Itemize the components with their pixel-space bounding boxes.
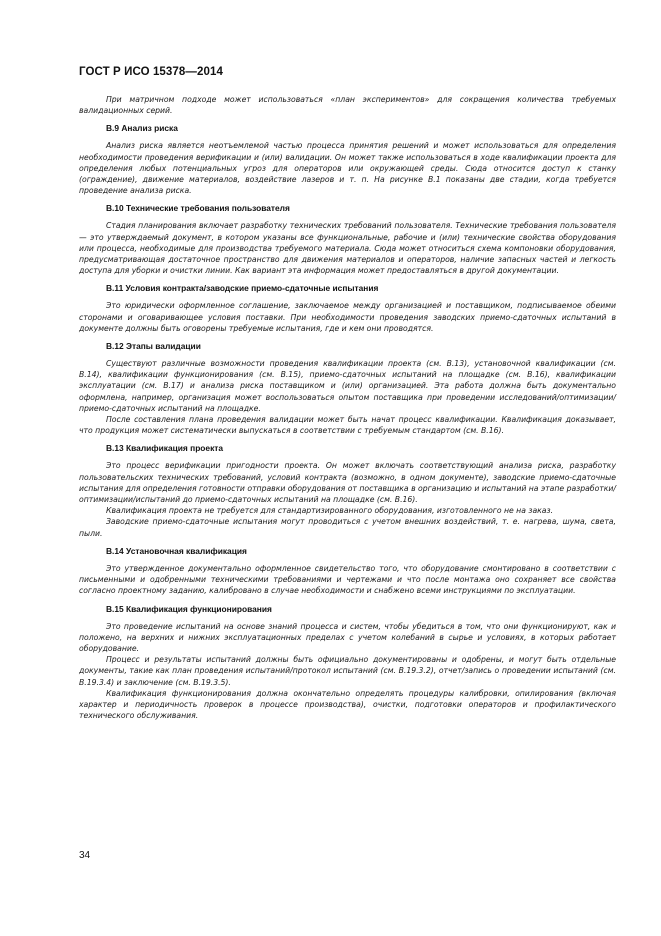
section-heading: В.10 Технические требования пользователя	[106, 203, 290, 214]
section-heading: В.14 Установочная квалификация	[106, 545, 247, 556]
document-header-title: ГОСТ Р ИСО 15378—2014	[79, 66, 224, 78]
page-number: 34	[79, 850, 91, 861]
section-paragraph: Это юридически оформленное соглашение, заключаемое между организацией и поставщиком, подписываемое обеими сторонами и оговаривающее условия поставки. При необходимости проведения заводских приемо-сдаточных испытаний в документе должны быть оговорены требуемые испытания, где и кем они проводятся.	[79, 301, 616, 333]
section-b10	[79, 203, 616, 276]
intro-paragraph: При матричном подходе может использоваться «план экспериментов» для сокращения количества требуемых валидационных серий.	[79, 95, 616, 116]
section-b11	[79, 283, 616, 334]
section-paragraph: Квалификация проекта не требуется для стандартизированного оборудования, изготовленного не на заказ.	[106, 506, 554, 516]
section-paragraph: Заводские приемо-сдаточные испытания могут проводиться с учетом внешних воздействий, т. е. нагрева, шума, света, пыли.	[79, 517, 616, 538]
section-heading: В.13 Квалификация проекта	[106, 443, 224, 454]
section-paragraph: Это проведение испытаний на основе знаний процесса и систем, чтобы убедиться в том, что они функционируют, как и положено, на верхних и нижних эксплуатационных пределах с учетом колебаний в сырье и условиях, в которых работает оборудование.	[79, 621, 616, 653]
section-heading: В.12 Этапы валидации	[106, 341, 201, 352]
section-paragraph: Анализ риска является неотъемлемой частью процесса принятия решений и может использоваться для определения необходимости проведения верификации и (или) валидации. Он может также использоваться в ходе квалификации проекта для определения любых потенциальных угроз для операторов или окружающей среды. Сюда относится доступ к станку (ограждение), движение материалов, воздействие лазеров и т. п. На рисунке В.1 показаны две стадии, когда требуется проведение анализа риска.	[79, 141, 616, 196]
section-paragraph: Квалификация функционирования должна окончательно определять процедуры калибровки, опилирования (включая характер и периодичность проверок в процессе производства), очистки, подготовки операторов и профилактического технического обслуживания.	[79, 688, 616, 721]
section-paragraph: Процесс и результаты испытаний должны быть официально документированы и одобрены, и могут быть отдельные документы, такие как план проведения испытаний/протокол испытаний (см. В.19.3.2), отчет/запись о проведении испытаний (см. В.19.3.4) и заключение (см. В.19.3.5).	[79, 655, 616, 687]
section-heading: В.11 Условия контракта/заводские приемо-сдаточные испытания	[106, 283, 379, 294]
section-b9	[79, 123, 616, 196]
section-b14	[79, 546, 616, 597]
section-paragraph: Это утвержденное документально оформленное свидетельство того, что оборудование смонтировано в соответствии с письменными и одобренными техническими требованиями и чертежами и что после монтажа оно сохраняет все свойства согласно проектному заданию, калибровано в случае необходимости и снабжено всеми инструкциями по эксплуатации.	[79, 563, 616, 596]
section-paragraph: Это процесс верификации пригодности проекта. Он может включать соответствующий анализа риска, разработку пользовательских технических требований, условий контракта (возможно, в одном документе), заводские приемо-сдаточные испытания для определения готовности отправки оборудования от поставщика в организацию и испытаний на этапе разработки/оптимизации/испытаний до приемо-сдаточных испытаний на площадке (см. В.16).	[79, 461, 616, 505]
section-b15	[79, 604, 616, 722]
section-b12	[79, 341, 616, 436]
section-heading: В.15 Квалификация функционирования	[106, 603, 272, 614]
section-b13	[79, 443, 616, 538]
section-paragraph: После составления плана проведения валидации может быть начат процесс квалификации. Квалификация доказывает, что продукция может систематически выпускаться в соответствии с требуемым стандартом (см. В.16).	[79, 415, 616, 436]
section-paragraph: Существуют различные возможности проведения квалификации проекта (см. В.13), установочной квалификации (см. В.14), квалификации функционирования (см. В.15), приемо-сдаточных испытаний на площадке (см. В.16), квалификации эксплуатации (см. В.17) и анализа риска поставщиком и (или) организацией. Эта работа должна быть документально оформлена, например, организация может воспользоваться опытом поставщика при проведении исследований/оптимизации/приемо-сдаточных испытаний на площадке.	[79, 359, 616, 413]
document-body	[79, 94, 616, 721]
section-paragraph: Стадия планирования включает разработку технических требований пользователя. Технические требования пользователя — это утверждаемый документ, в котором указаны все функциональные, рабочие и (или) технические свойства оборудования или процесса, необходимые для производства требуемого материала. Сюда может относиться схема компоновки оборудования, предусматривающая достаточное пространство для движения материалов и операторов, наличие запасных частей и легкость доступа для уборки и очистки линии. Как вариант эта информация может предоставляться в другой документации.	[79, 221, 616, 276]
section-heading: В.9 Анализ риска	[106, 123, 178, 134]
